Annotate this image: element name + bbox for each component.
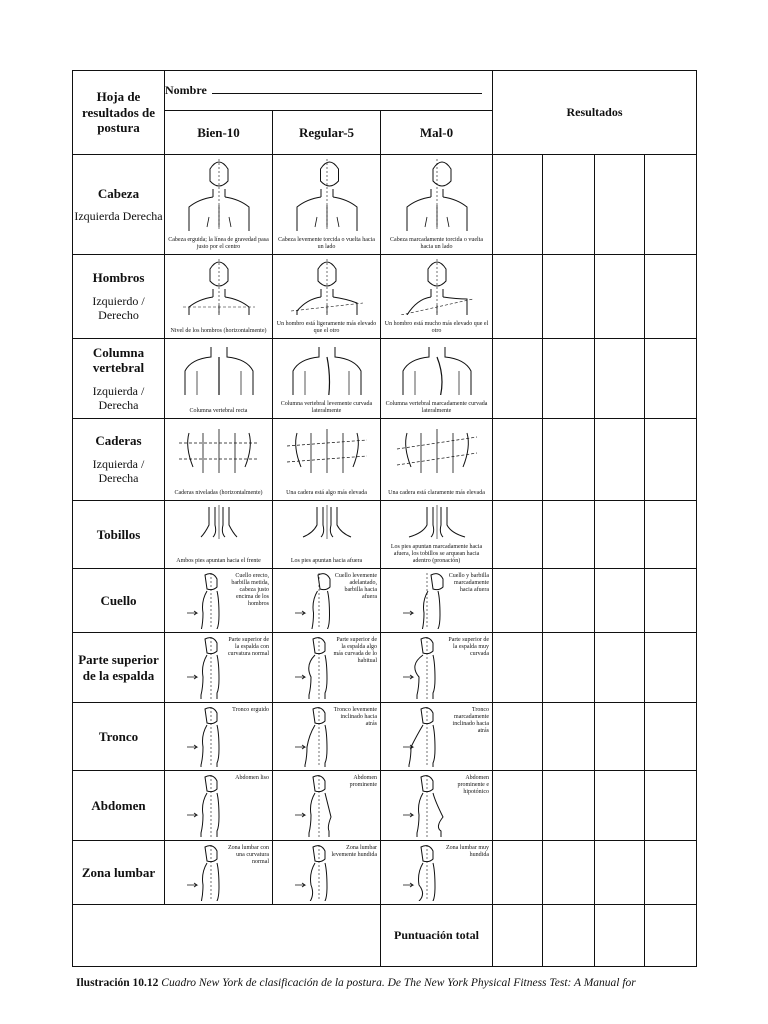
row-title: Cuello <box>100 592 137 608</box>
result-cell[interactable] <box>645 771 697 841</box>
result-cell[interactable] <box>493 569 543 633</box>
row-label <box>73 841 165 905</box>
result-cell[interactable] <box>493 841 543 905</box>
posture-row <box>73 255 697 339</box>
name-field[interactable] <box>165 71 493 111</box>
figure-caption-text: Zona lumbar levemente hundida <box>331 845 377 858</box>
figure-cell-bien-10 <box>165 841 273 905</box>
figure-cell-bien-10 <box>165 255 273 339</box>
figure-caption-text: Cuello y barbilla marcadamente hacia afuera <box>448 573 490 593</box>
figure-number: Ilustración 10.12 <box>76 977 159 989</box>
row-label <box>73 771 165 841</box>
figure-cell-regular-5 <box>273 255 381 339</box>
result-cell[interactable] <box>595 771 645 841</box>
figure-cell-regular-5 <box>273 155 381 255</box>
figure-caption-text: Tronco erguido <box>232 707 269 713</box>
figure-caption-text: Cuello levemente adelantado, barbilla hacia afuera <box>334 573 377 600</box>
result-cell[interactable] <box>543 155 595 255</box>
posture-row <box>73 419 697 501</box>
figure-cell-mal-0 <box>381 419 493 501</box>
total-row <box>73 905 697 967</box>
row-label <box>73 703 165 771</box>
figure-caption-text: Zona lumbar con una curvatura normal <box>228 845 269 865</box>
figure-caption-text: Abdomen prominente <box>349 775 377 788</box>
posture-row <box>73 339 697 419</box>
figure-cell-bien-10 <box>165 771 273 841</box>
posture-figure <box>381 501 493 545</box>
row-label <box>73 501 165 569</box>
row-sides: Izquierda / Derecha <box>92 383 145 413</box>
posture-row <box>73 841 697 905</box>
posture-figure <box>273 419 381 477</box>
result-cell[interactable] <box>645 419 697 501</box>
result-cell[interactable] <box>543 841 595 905</box>
figure-cell-mal-0 <box>381 155 493 255</box>
posture-figure <box>381 339 493 395</box>
figure-cell-mal-0 <box>381 703 493 771</box>
result-cell[interactable] <box>493 633 543 703</box>
posture-figure <box>165 501 273 545</box>
posture-row <box>73 771 697 841</box>
figure-caption-text: Tronco levemente inclinado hacia atrás <box>333 707 377 727</box>
total-result-cell[interactable] <box>595 905 645 967</box>
result-cell[interactable] <box>543 255 595 339</box>
posture-score-sheet <box>72 70 696 966</box>
figure-cell-mal-0 <box>381 501 493 569</box>
row-label <box>73 155 165 255</box>
result-cell[interactable] <box>543 703 595 771</box>
result-cell[interactable] <box>595 501 645 569</box>
row-title: Columna vertebral <box>92 344 145 376</box>
row-title: Hombros <box>92 270 145 286</box>
figure-caption-text: Una cadera está claramente más elevada <box>388 490 485 497</box>
posture-figure <box>273 501 381 545</box>
figure-caption-text: Cuello erecto, barbilla metida, cabeza justo encima de los hombros <box>231 573 269 607</box>
column-header-2: Mal-0 <box>381 111 493 155</box>
result-cell[interactable] <box>645 155 697 255</box>
result-cell[interactable] <box>543 771 595 841</box>
figure-cell-bien-10 <box>165 339 273 419</box>
figure-caption-text: Caderas niveladas (horizontalmente) <box>174 490 263 497</box>
figure-cell-mal-0 <box>381 841 493 905</box>
posture-row <box>73 155 697 255</box>
row-title: Abdomen <box>91 797 146 813</box>
result-cell[interactable] <box>493 155 543 255</box>
row-label <box>73 633 165 703</box>
posture-figure <box>273 155 381 231</box>
figure-caption-text: Columna vertebral recta <box>189 408 248 415</box>
result-cell[interactable] <box>595 155 645 255</box>
posture-row <box>73 501 697 569</box>
figure-cell-bien-10 <box>165 501 273 569</box>
figure-caption-text: Los pies apuntan marcadamente hacia afuera, los tobillos se arquean hacia adentro (pronación) <box>390 544 483 565</box>
result-cell[interactable] <box>543 339 595 419</box>
posture-figure <box>165 339 273 395</box>
posture-figure <box>381 419 493 477</box>
posture-figure <box>273 255 381 315</box>
total-label: Puntuación total <box>381 905 493 967</box>
row-sides: Izquierda Derecha <box>74 209 163 224</box>
result-cell[interactable] <box>645 339 697 419</box>
figure-caption-text: Los pies apuntan hacia afuera <box>290 558 363 565</box>
result-cell[interactable] <box>595 703 645 771</box>
column-header-1: Regular-5 <box>273 111 381 155</box>
figure-caption-text: Cabeza erguida; la línea de gravedad pasa justo por el centro <box>168 237 269 251</box>
result-cell[interactable] <box>595 841 645 905</box>
result-cell[interactable] <box>543 501 595 569</box>
result-cell[interactable] <box>493 501 543 569</box>
total-result-cell[interactable] <box>493 905 543 967</box>
name-label: Nombre <box>165 83 207 97</box>
posture-figure <box>165 419 273 477</box>
result-cell[interactable] <box>493 255 543 339</box>
row-title: Tronco <box>98 728 139 744</box>
name-line[interactable] <box>212 93 482 94</box>
figure-cell-regular-5 <box>273 633 381 703</box>
figure-caption-text: Abdomen prominente e hipotónico <box>457 775 490 795</box>
figure-cell-regular-5 <box>273 841 381 905</box>
figure-cell-regular-5 <box>273 419 381 501</box>
result-cell[interactable] <box>645 633 697 703</box>
figure-cell-bien-10 <box>165 633 273 703</box>
result-cell[interactable] <box>645 703 697 771</box>
total-result-cell[interactable] <box>645 905 697 967</box>
figure-caption-text: Columna vertebral marcadamente curvada lateralmente <box>385 401 488 415</box>
posture-row <box>73 703 697 771</box>
row-title: Tobillos <box>96 526 141 542</box>
figure-caption-text: Un hombro está mucho más elevado que el otro <box>384 321 489 335</box>
result-cell[interactable] <box>493 703 543 771</box>
figure-cell-mal-0 <box>381 255 493 339</box>
result-cell[interactable] <box>595 633 645 703</box>
result-cell[interactable] <box>645 255 697 339</box>
result-cell[interactable] <box>493 339 543 419</box>
result-cell[interactable] <box>493 771 543 841</box>
blank-cell <box>73 905 381 967</box>
row-sides: Izquierdo / Derecho <box>92 293 145 323</box>
result-cell[interactable] <box>645 841 697 905</box>
figure-caption-text: Cabeza marcadamente torcida o vuelta hacia un lado <box>390 237 483 251</box>
figure-cell-bien-10 <box>165 419 273 501</box>
figure-cell-mal-0 <box>381 771 493 841</box>
figure-cell-regular-5 <box>273 501 381 569</box>
row-sides: Izquierda / Derecha <box>92 456 145 486</box>
figure-caption-text: Zona lumbar muy hundida <box>446 845 490 858</box>
posture-row <box>73 633 697 703</box>
posture-figure <box>381 255 493 315</box>
row-label <box>73 569 165 633</box>
figure-cell-regular-5 <box>273 703 381 771</box>
result-cell[interactable] <box>595 339 645 419</box>
results-header: Resultados <box>493 71 697 155</box>
figure-caption-text: Nivel de los hombros (horizontalmente) <box>170 328 267 335</box>
row-label <box>73 339 165 419</box>
figure-caption-text: Tronco marcadamente inclinado hacia atrás <box>452 707 490 734</box>
figure-cell-regular-5 <box>273 569 381 633</box>
figure-caption-text: Ambos pies apuntan hacia el frente <box>176 558 261 565</box>
result-cell[interactable] <box>645 501 697 569</box>
posture-figure <box>273 339 381 395</box>
figure-cell-bien-10 <box>165 703 273 771</box>
figure-cell-regular-5 <box>273 771 381 841</box>
figure-cell-regular-5 <box>273 339 381 419</box>
column-header-0: Bien-10 <box>165 111 273 155</box>
row-label <box>73 419 165 501</box>
posture-table <box>72 70 697 967</box>
result-cell[interactable] <box>493 419 543 501</box>
figure-caption-text: Parte superior de la espalda con curvatura normal <box>227 637 269 657</box>
figure-caption-text: Parte superior de la espalda algo más curvada de lo habitual <box>333 637 377 664</box>
figure-caption-text: Parte superior de la espalda muy curvada <box>448 637 490 657</box>
result-cell[interactable] <box>595 569 645 633</box>
result-cell[interactable] <box>595 255 645 339</box>
row-label <box>73 255 165 339</box>
figure-caption-text: Columna vertebral levemente curvada lateralmente <box>280 401 373 415</box>
sheet-label: Hoja de resultados de postura <box>73 71 165 155</box>
posture-figure <box>165 155 273 231</box>
result-cell[interactable] <box>595 419 645 501</box>
posture-figure <box>381 155 493 231</box>
figure-caption-text: Cuadro New York de clasificación de la postura. De The New York Physical Fitness Test: A Manual for <box>161 977 636 989</box>
figure-caption <box>76 975 716 1007</box>
result-cell[interactable] <box>645 569 697 633</box>
figure-caption-text: Abdomen liso <box>235 775 269 781</box>
figure-cell-mal-0 <box>381 339 493 419</box>
result-cell[interactable] <box>543 569 595 633</box>
result-cell[interactable] <box>543 633 595 703</box>
figure-caption-text: Un hombro está ligeramente más elevado que el otro <box>276 321 377 335</box>
posture-row <box>73 569 697 633</box>
figure-caption-text: Una cadera está algo más elevada <box>286 490 367 497</box>
row-title: Caderas <box>95 433 142 449</box>
result-cell[interactable] <box>543 419 595 501</box>
posture-figure <box>165 255 273 315</box>
figure-cell-bien-10 <box>165 569 273 633</box>
row-title: Cabeza <box>97 185 140 201</box>
total-result-cell[interactable] <box>543 905 595 967</box>
row-title: Parte superior de la espalda <box>78 651 159 683</box>
figure-cell-mal-0 <box>381 633 493 703</box>
figure-caption-text: Cabeza levemente torcida o vuelta hacia un lado <box>278 237 375 251</box>
row-title: Zona lumbar <box>81 864 156 880</box>
figure-cell-bien-10 <box>165 155 273 255</box>
figure-cell-mal-0 <box>381 569 493 633</box>
